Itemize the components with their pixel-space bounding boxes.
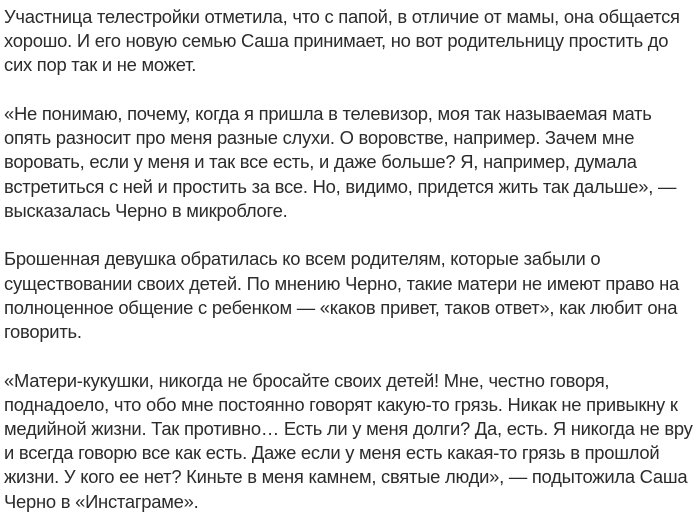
article-paragraph-3: Брошенная девушка обратилась ко всем родителям, которые забыли о существовании своих детей. По мнению Черно, такие матери не имеют право на полноценное общение с ребенком — «каков привет, таков ответ», как любит она говорить. <box>4 248 680 343</box>
article-paragraph-4-quote: «Матери-кукушки, никогда не бросайте своих детей! Мне, честно говоря, поднадоело, что обо мне постоянно говорят какую-то грязь. Никак не привыкну к медийной жизни. Так противно… Есть ли у меня долги? Да, есть. Я никогда не вру и всегда говорю все как есть. Даже если у меня есть какая-то грязь в прошлой жизни. У кого ее нет? Киньте в меня камнем, святые люди», — подытожила Саша Черно в «Инстаграме». <box>4 369 693 512</box>
article-paragraph-2-quote: «Не понимаю, почему, когда я пришла в телевизор, моя так называемая мать опять разносит про меня разные слухи. О воровстве, например. Зачем мне воровать, если у меня и так все есть, и даже больше? Я, например, думала встретиться с ней и простить за все. Но, видимо, придется жить так дальше», — высказалась Черно в микроблоге. <box>4 103 677 221</box>
article-body <box>4 0 694 514</box>
article-paragraph-1: Участница телестройки отметила, что с папой, в отличие от мамы, она общается хорошо. И его новую семью Саша принимает, но вот родительницу простить до сих пор так и не может. <box>4 6 680 76</box>
